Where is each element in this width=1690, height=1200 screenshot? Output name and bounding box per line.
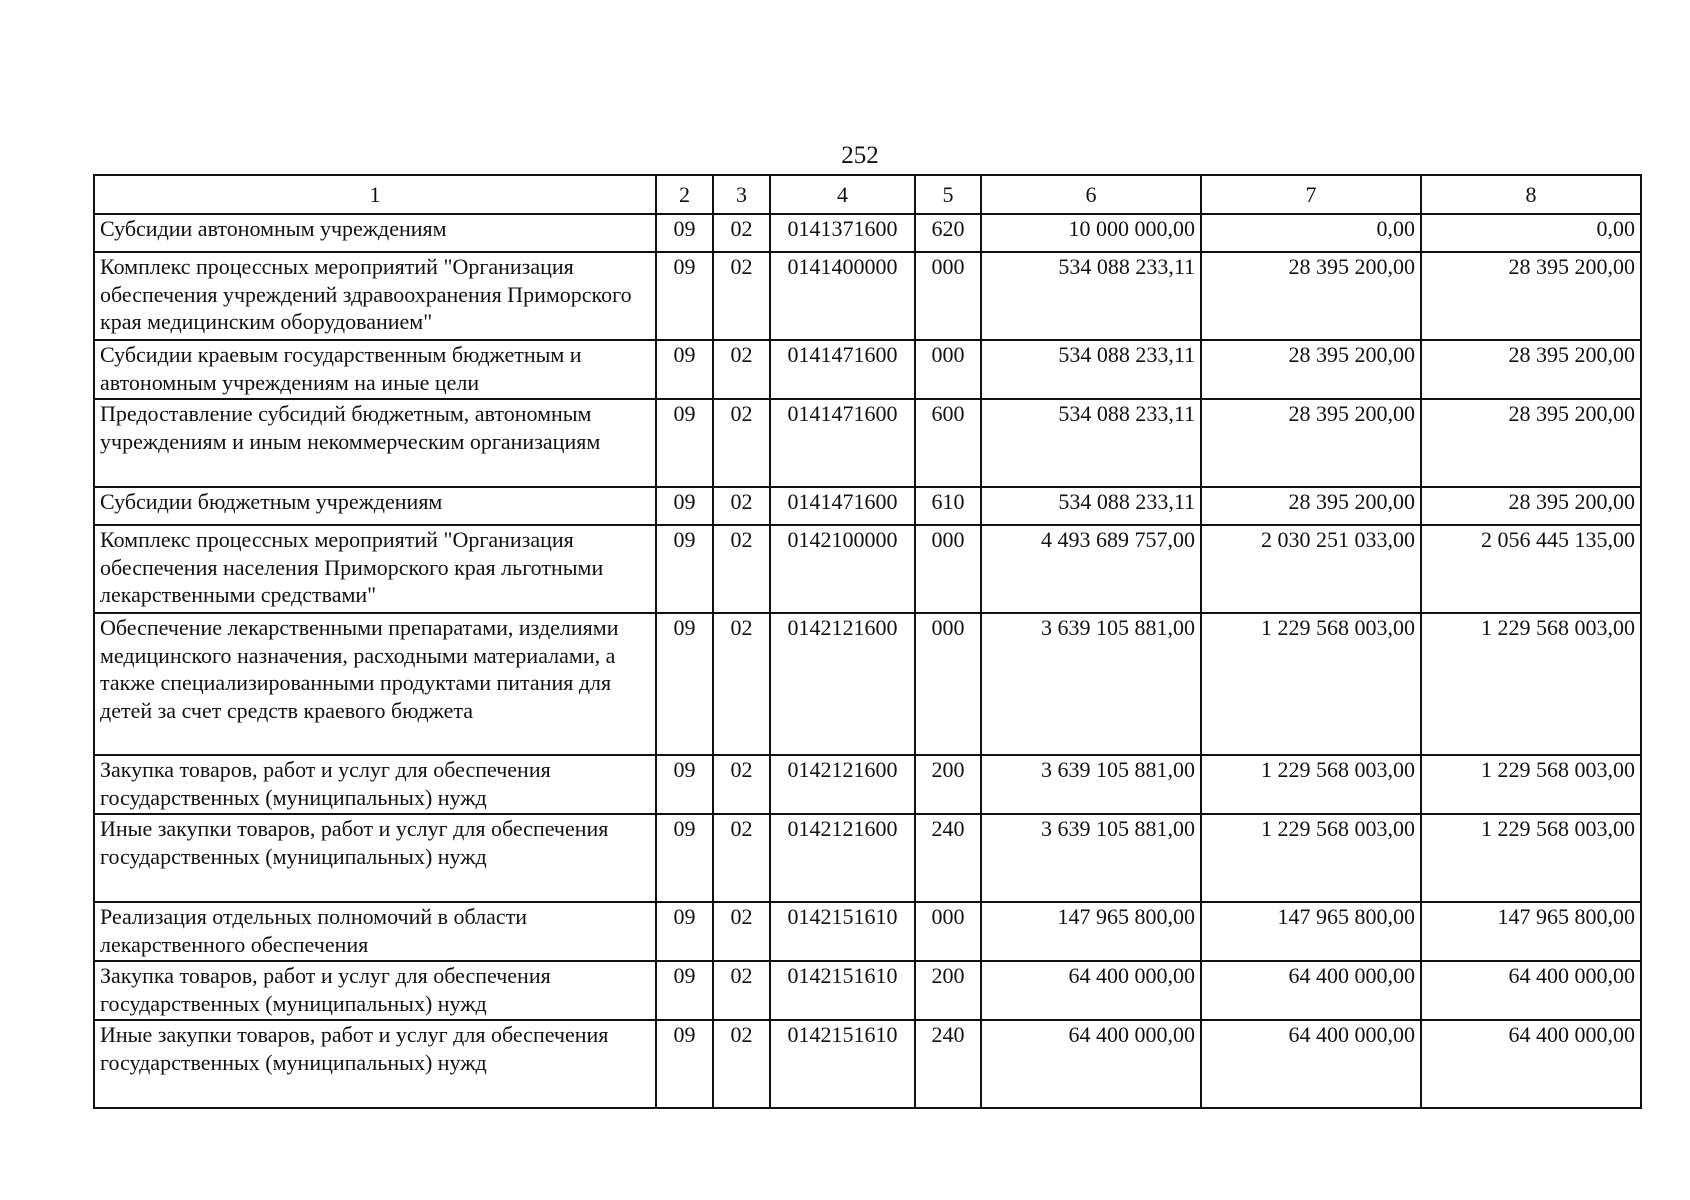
row-amount-col8: 147 965 800,00: [1421, 902, 1641, 961]
row-amount-col7: 28 395 200,00: [1201, 487, 1421, 525]
row-subsection: 02: [713, 902, 770, 961]
row-target-article: 0142151610: [770, 902, 915, 961]
table-header: [94, 175, 1641, 214]
row-subsection: 02: [713, 399, 770, 487]
row-name: Закупка товаров, работ и услуг для обеспечения государственных (муниципальных) нужд: [94, 755, 656, 814]
row-subsection: 02: [713, 755, 770, 814]
row-amount-col7: 1 229 568 003,00: [1201, 814, 1421, 902]
row-expense-type: 240: [915, 1020, 981, 1108]
row-section: 09: [656, 814, 713, 902]
row-amount-col8: 28 395 200,00: [1421, 340, 1641, 399]
row-subsection: 02: [713, 340, 770, 399]
row-name: Реализация отдельных полномочий в области лекарственного обеспечения: [94, 902, 656, 961]
row-amount-col8: 1 229 568 003,00: [1421, 814, 1641, 902]
row-expense-type: 600: [915, 399, 981, 487]
row-expense-type: 610: [915, 487, 981, 525]
row-subsection: 02: [713, 252, 770, 340]
row-subsection: 02: [713, 814, 770, 902]
row-name: Предоставление субсидий бюджетным, автономным учреждениям и иным некоммерческим организациям: [94, 399, 656, 487]
row-subsection: 02: [713, 1020, 770, 1108]
row-expense-type: 200: [915, 961, 981, 1020]
row-target-article: 0141471600: [770, 487, 915, 525]
row-target-article: 0141471600: [770, 340, 915, 399]
row-amount-col6: 64 400 000,00: [981, 961, 1201, 1020]
row-amount-col6: 64 400 000,00: [981, 1020, 1201, 1108]
row-amount-col6: 534 088 233,11: [981, 487, 1201, 525]
row-subsection: 02: [713, 613, 770, 755]
row-amount-col8: 28 395 200,00: [1421, 252, 1641, 340]
header-row: [94, 175, 1641, 214]
header-col-4: 4: [770, 175, 915, 214]
row-amount-col8: 64 400 000,00: [1421, 961, 1641, 1020]
row-amount-col8: 28 395 200,00: [1421, 399, 1641, 487]
row-name: Комплекс процессных мероприятий "Организация обеспечения учреждений здравоохранения Приморского края медицинским оборудованием": [94, 252, 656, 340]
table-row: [94, 1020, 1641, 1108]
row-subsection: 02: [713, 214, 770, 252]
budget-table: [93, 174, 1642, 1109]
row-amount-col8: 1 229 568 003,00: [1421, 613, 1641, 755]
row-target-article: 0142151610: [770, 961, 915, 1020]
row-name: Субсидии бюджетным учреждениям: [94, 487, 656, 525]
table-row: [94, 961, 1641, 1020]
row-amount-col7: 1 229 568 003,00: [1201, 613, 1421, 755]
row-target-article: 0141371600: [770, 214, 915, 252]
row-section: 09: [656, 340, 713, 399]
row-section: 09: [656, 755, 713, 814]
row-amount-col8: 0,00: [1421, 214, 1641, 252]
row-amount-col7: 28 395 200,00: [1201, 252, 1421, 340]
row-name: Иные закупки товаров, работ и услуг для обеспечения государственных (муниципальных) нужд: [94, 1020, 656, 1108]
row-amount-col7: 1 229 568 003,00: [1201, 755, 1421, 814]
header-col-8: 8: [1421, 175, 1641, 214]
table-row: [94, 902, 1641, 961]
row-section: 09: [656, 399, 713, 487]
row-section: 09: [656, 487, 713, 525]
row-amount-col6: 3 639 105 881,00: [981, 814, 1201, 902]
row-amount-col6: 10 000 000,00: [981, 214, 1201, 252]
row-amount-col6: 3 639 105 881,00: [981, 613, 1201, 755]
row-section: 09: [656, 1020, 713, 1108]
table-row: [94, 755, 1641, 814]
row-amount-col6: 534 088 233,11: [981, 399, 1201, 487]
row-amount-col7: 64 400 000,00: [1201, 961, 1421, 1020]
row-subsection: 02: [713, 525, 770, 613]
row-amount-col8: 1 229 568 003,00: [1421, 755, 1641, 814]
table-row: [94, 252, 1641, 340]
page-number: 252: [841, 142, 879, 169]
row-amount-col6: 534 088 233,11: [981, 252, 1201, 340]
row-section: 09: [656, 525, 713, 613]
header-col-6: 6: [981, 175, 1201, 214]
row-expense-type: 000: [915, 340, 981, 399]
row-section: 09: [656, 252, 713, 340]
table-row: [94, 214, 1641, 252]
row-expense-type: 240: [915, 814, 981, 902]
header-col-2: 2: [656, 175, 713, 214]
row-target-article: 0141400000: [770, 252, 915, 340]
header-col-3: 3: [713, 175, 770, 214]
row-name: Комплекс процессных мероприятий "Организация обеспечения населения Приморского края льготными лекарственными средствами": [94, 525, 656, 613]
row-name: Иные закупки товаров, работ и услуг для обеспечения государственных (муниципальных) нужд: [94, 814, 656, 902]
row-name: Обеспечение лекарственными препаратами, изделиями медицинского назначения, расходными материалами, а также специализированными продуктами питания для детей за счет средств краевого бюджета: [94, 613, 656, 755]
row-subsection: 02: [713, 961, 770, 1020]
row-amount-col8: 28 395 200,00: [1421, 487, 1641, 525]
row-expense-type: 000: [915, 525, 981, 613]
table-body: [94, 214, 1641, 1108]
header-col-1: 1: [94, 175, 656, 214]
row-amount-col6: 4 493 689 757,00: [981, 525, 1201, 613]
row-amount-col7: 28 395 200,00: [1201, 399, 1421, 487]
row-target-article: 0142121600: [770, 755, 915, 814]
header-col-5: 5: [915, 175, 981, 214]
row-target-article: 0142121600: [770, 613, 915, 755]
row-target-article: 0142151610: [770, 1020, 915, 1108]
table-row: [94, 613, 1641, 755]
row-amount-col7: 64 400 000,00: [1201, 1020, 1421, 1108]
row-amount-col7: 0,00: [1201, 214, 1421, 252]
row-name: Субсидии автономным учреждениям: [94, 214, 656, 252]
row-expense-type: 200: [915, 755, 981, 814]
row-expense-type: 000: [915, 902, 981, 961]
row-section: 09: [656, 961, 713, 1020]
row-amount-col6: 147 965 800,00: [981, 902, 1201, 961]
table-row: [94, 399, 1641, 487]
header-col-7: 7: [1201, 175, 1421, 214]
row-section: 09: [656, 613, 713, 755]
row-name: Закупка товаров, работ и услуг для обеспечения государственных (муниципальных) нужд: [94, 961, 656, 1020]
row-subsection: 02: [713, 487, 770, 525]
row-expense-type: 620: [915, 214, 981, 252]
table-row: [94, 487, 1641, 525]
row-target-article: 0141471600: [770, 399, 915, 487]
row-amount-col6: 534 088 233,11: [981, 340, 1201, 399]
row-expense-type: 000: [915, 252, 981, 340]
row-section: 09: [656, 902, 713, 961]
row-target-article: 0142100000: [770, 525, 915, 613]
row-amount-col7: 147 965 800,00: [1201, 902, 1421, 961]
table-row: [94, 814, 1641, 902]
table-row: [94, 525, 1641, 613]
row-section: 09: [656, 214, 713, 252]
row-amount-col8: 64 400 000,00: [1421, 1020, 1641, 1108]
table-row: [94, 340, 1641, 399]
row-amount-col7: 2 030 251 033,00: [1201, 525, 1421, 613]
row-name: Субсидии краевым государственным бюджетным и автономным учреждениям на иные цели: [94, 340, 656, 399]
row-amount-col8: 2 056 445 135,00: [1421, 525, 1641, 613]
row-expense-type: 000: [915, 613, 981, 755]
row-amount-col7: 28 395 200,00: [1201, 340, 1421, 399]
row-target-article: 0142121600: [770, 814, 915, 902]
row-amount-col6: 3 639 105 881,00: [981, 755, 1201, 814]
